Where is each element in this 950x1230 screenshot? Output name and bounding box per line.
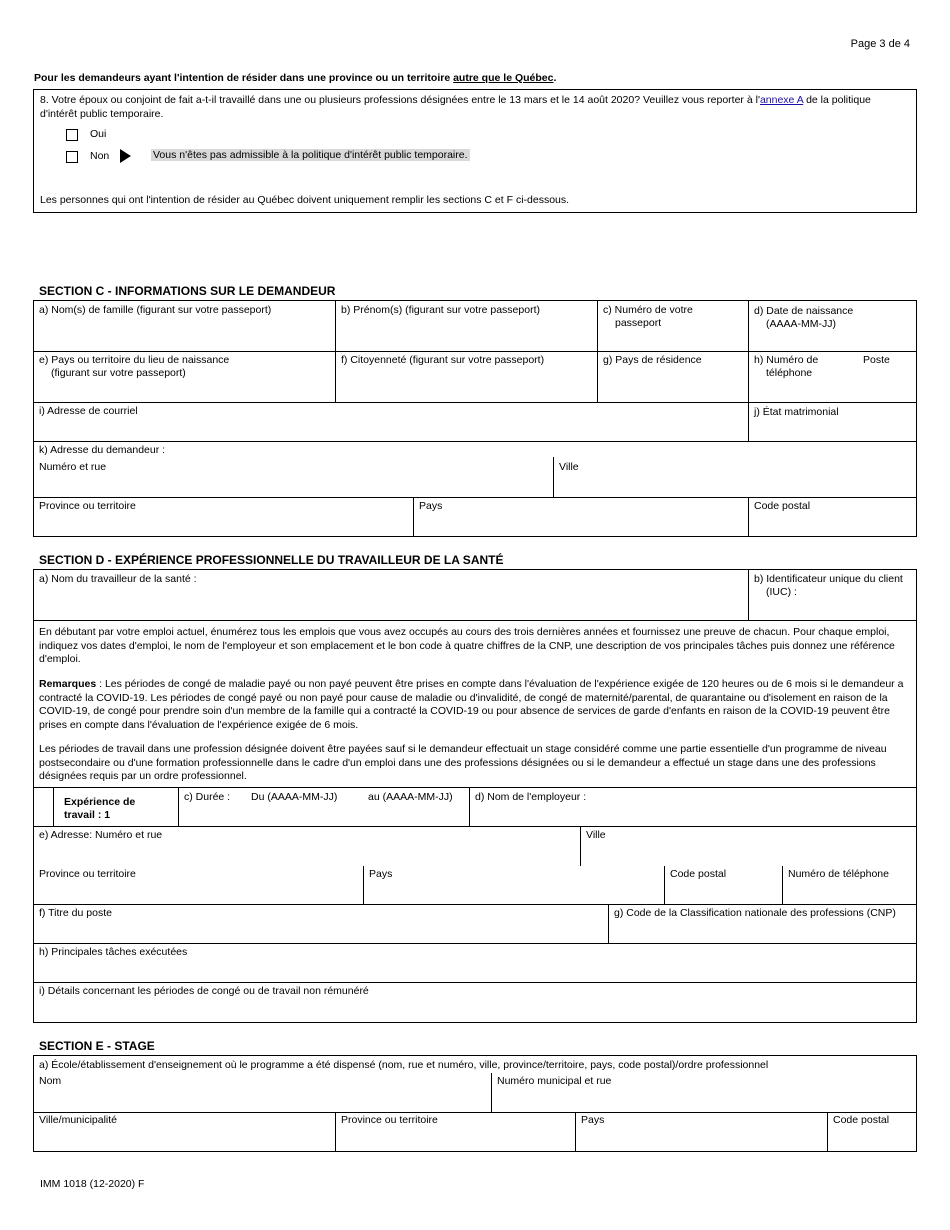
passport-label-1: c) Numéro de votre	[603, 304, 693, 316]
section-d-title: SECTION D - EXPÉRIENCE PROFESSIONNELLE DU TRAVAILLEUR DE LA SANTÉ	[39, 553, 504, 567]
school-province-field[interactable]: Province ou territoire	[341, 1114, 438, 1126]
phone-ext-field[interactable]: Poste	[863, 354, 890, 366]
intro-end: .	[553, 72, 557, 84]
phone-label-2: téléphone	[766, 367, 813, 380]
from-date-field[interactable]: Du (AAAA-MM-JJ)	[251, 791, 338, 803]
intro-heading	[34, 72, 556, 84]
family-name-field[interactable]: a) Nom(s) de famille (figurant sur votre passeport)	[39, 304, 272, 316]
remarks-label: Remarques	[39, 678, 97, 690]
school-postal-field[interactable]: Code postal	[833, 1114, 890, 1126]
applicant-address-label: k) Adresse du demandeur :	[39, 444, 166, 456]
paid-work-paragraph: Les périodes de travail dans une profession désignée doivent être payées sauf si le demandeur effectuait un stage considéré comme une partie essentielle d'un programme de niveau postsecondaire ou d'une formation professionnelle dans le cadre d'un emploi dans une des professions désignées ou si le demandeur a effectué un stage dans une des professions désignées requis par un ordre professionnel.	[39, 743, 887, 783]
intro-text: Pour les demandeurs ayant l'intention de résider dans une province ou un territoire	[34, 72, 454, 84]
birth-country-label-2: (figurant sur votre passeport)	[51, 367, 186, 380]
instructions-paragraph: En débutant par votre emploi actuel, énumérez tous les emplois que vous avez occupés au cours des trois dernières années et fournissez une preuve de chacun. Pour chaque emploi, indiquez vos dates d'emploi, le nom de l'employeur et son emplacement et le bon code à quatre chiffres de la CNP, une description de vos principales tâches puis donnez une référence d'emploi.	[39, 626, 895, 666]
no-label: Non	[90, 150, 110, 162]
work-exp-label-1: Expérience de	[64, 796, 136, 808]
street-field[interactable]: Numéro et rue	[39, 461, 107, 473]
phone-label-1: h) Numéro de	[754, 354, 819, 366]
duration-label: c) Durée :	[184, 791, 231, 803]
ineligible-note: Vous n'êtes pas admissible à la politique d'intérêt public temporaire.	[153, 149, 468, 161]
employer-country-field[interactable]: Pays	[369, 868, 393, 880]
postal-code-field[interactable]: Code postal	[754, 500, 811, 512]
school-name-field[interactable]: Nom	[39, 1075, 62, 1087]
employer-name-field[interactable]: d) Nom de l'employeur :	[475, 791, 587, 803]
province-field[interactable]: Province ou territoire	[39, 500, 136, 512]
yes-label: Oui	[90, 128, 107, 140]
health-worker-name-field[interactable]: a) Nom du travailleur de la santé :	[39, 573, 197, 585]
job-title-field[interactable]: f) Titre du poste	[39, 907, 112, 919]
residence-country-field[interactable]: g) Pays de résidence	[603, 354, 702, 366]
yes-checkbox[interactable]	[66, 129, 78, 141]
passport-number-field[interactable]	[603, 304, 693, 330]
client-id-label-2: (IUC) :	[766, 586, 797, 599]
form-code: IMM 1018 (12-2020) F	[40, 1178, 145, 1190]
employer-postal-field[interactable]: Code postal	[670, 868, 727, 880]
birth-date-label-1: d) Date de naissance	[754, 305, 854, 317]
to-date-field[interactable]: au (AAAA-MM-JJ)	[368, 791, 453, 803]
question-8-box	[33, 89, 917, 213]
work-experience-label	[64, 796, 135, 822]
given-name-field[interactable]: b) Prénom(s) (figurant sur votre passeport)	[341, 304, 540, 316]
school-country-field[interactable]: Pays	[581, 1114, 605, 1126]
quebec-note: Les personnes qui ont l'intention de résider au Québec doivent uniquement remplir les sections C et F ci-dessous.	[40, 194, 570, 206]
birth-country-field[interactable]	[39, 354, 229, 380]
country-field[interactable]: Pays	[419, 500, 443, 512]
question-8-part2: de la politique d'intérêt public temporaire.	[40, 94, 871, 120]
section-e-title: SECTION E - STAGE	[39, 1039, 155, 1053]
school-city-field[interactable]: Ville/municipalité	[39, 1114, 118, 1126]
main-duties-field[interactable]: h) Principales tâches exécutées	[39, 946, 188, 958]
question-8-text	[40, 94, 910, 121]
email-field[interactable]: i) Adresse de courriel	[39, 405, 138, 417]
phone-field[interactable]	[754, 354, 818, 380]
no-checkbox[interactable]	[66, 151, 78, 163]
school-street-field[interactable]: Numéro municipal et rue	[497, 1075, 612, 1087]
work-exp-label-2: travail : 1	[64, 809, 111, 822]
employer-phone-field[interactable]: Numéro de téléphone	[788, 868, 889, 880]
question-8-part1: 8. Votre époux ou conjoint de fait a-t-il travaillé dans une ou plusieurs professions désignées entre le 13 mars et le 14 août 2020? Veuillez vous reporter à l'	[40, 94, 760, 106]
employer-province-field[interactable]: Province ou territoire	[39, 868, 136, 880]
page-number: Page 3 de 4	[850, 38, 910, 50]
marital-status-field[interactable]: j) État matrimonial	[754, 406, 839, 418]
school-label: a) École/établissement d'enseignement où le programme a été dispensé (nom, rue et numéro, ville, province/territoire, pays, code postal)/ordre professionnel	[39, 1059, 769, 1071]
employer-street-field[interactable]: e) Adresse: Numéro et rue	[39, 829, 163, 841]
birth-date-field[interactable]	[754, 305, 853, 331]
client-id-label-1: b) Identificateur unique du client	[754, 573, 903, 585]
employer-city-field[interactable]: Ville	[586, 829, 606, 841]
remarks-paragraph	[39, 678, 913, 733]
noc-code-field[interactable]: g) Code de la Classification nationale des professions (CNP)	[614, 907, 896, 919]
birth-country-label-1: e) Pays ou territoire du lieu de naissance	[39, 354, 230, 366]
citizenship-field[interactable]: f) Citoyenneté (figurant sur votre passeport)	[341, 354, 545, 366]
annexe-a-link[interactable]: annexe A	[759, 94, 804, 106]
section-c-title: SECTION C - INFORMATIONS SUR LE DEMANDEUR	[39, 284, 336, 298]
birth-date-label-2: (AAAA-MM-JJ)	[766, 318, 836, 331]
passport-label-2: passeport	[615, 317, 662, 330]
city-field[interactable]: Ville	[559, 461, 579, 473]
client-id-field[interactable]	[754, 573, 903, 599]
remarks-text: : Les périodes de congé de maladie payé ou non payé peuvent être prises en compte dans l'évaluation de l'expérience exigée de 120 heures ou de 6 mois si le demandeur a contracté la COVID-19. Les périodes de congé payé ou non payé pour cause de maladie ou d'invalidité, de congé de maternité/parental, de quarantaine ou d'isolement en raison de la COVID-19, de congé pour prendre soin d'un membre de la famille qui a contracté la COVID-19 ou pour absence de services de garde d'enfants en raison de la COVID-19 peuvent être prises en compte dans l'évaluation de l'expérience exigée de 6 mois.	[39, 678, 904, 731]
leave-details-field[interactable]: i) Détails concernant les périodes de congé ou de travail non rémunéré	[39, 985, 369, 997]
intro-underline: autre que le Québec	[453, 72, 554, 84]
arrow-right-icon	[120, 149, 131, 163]
